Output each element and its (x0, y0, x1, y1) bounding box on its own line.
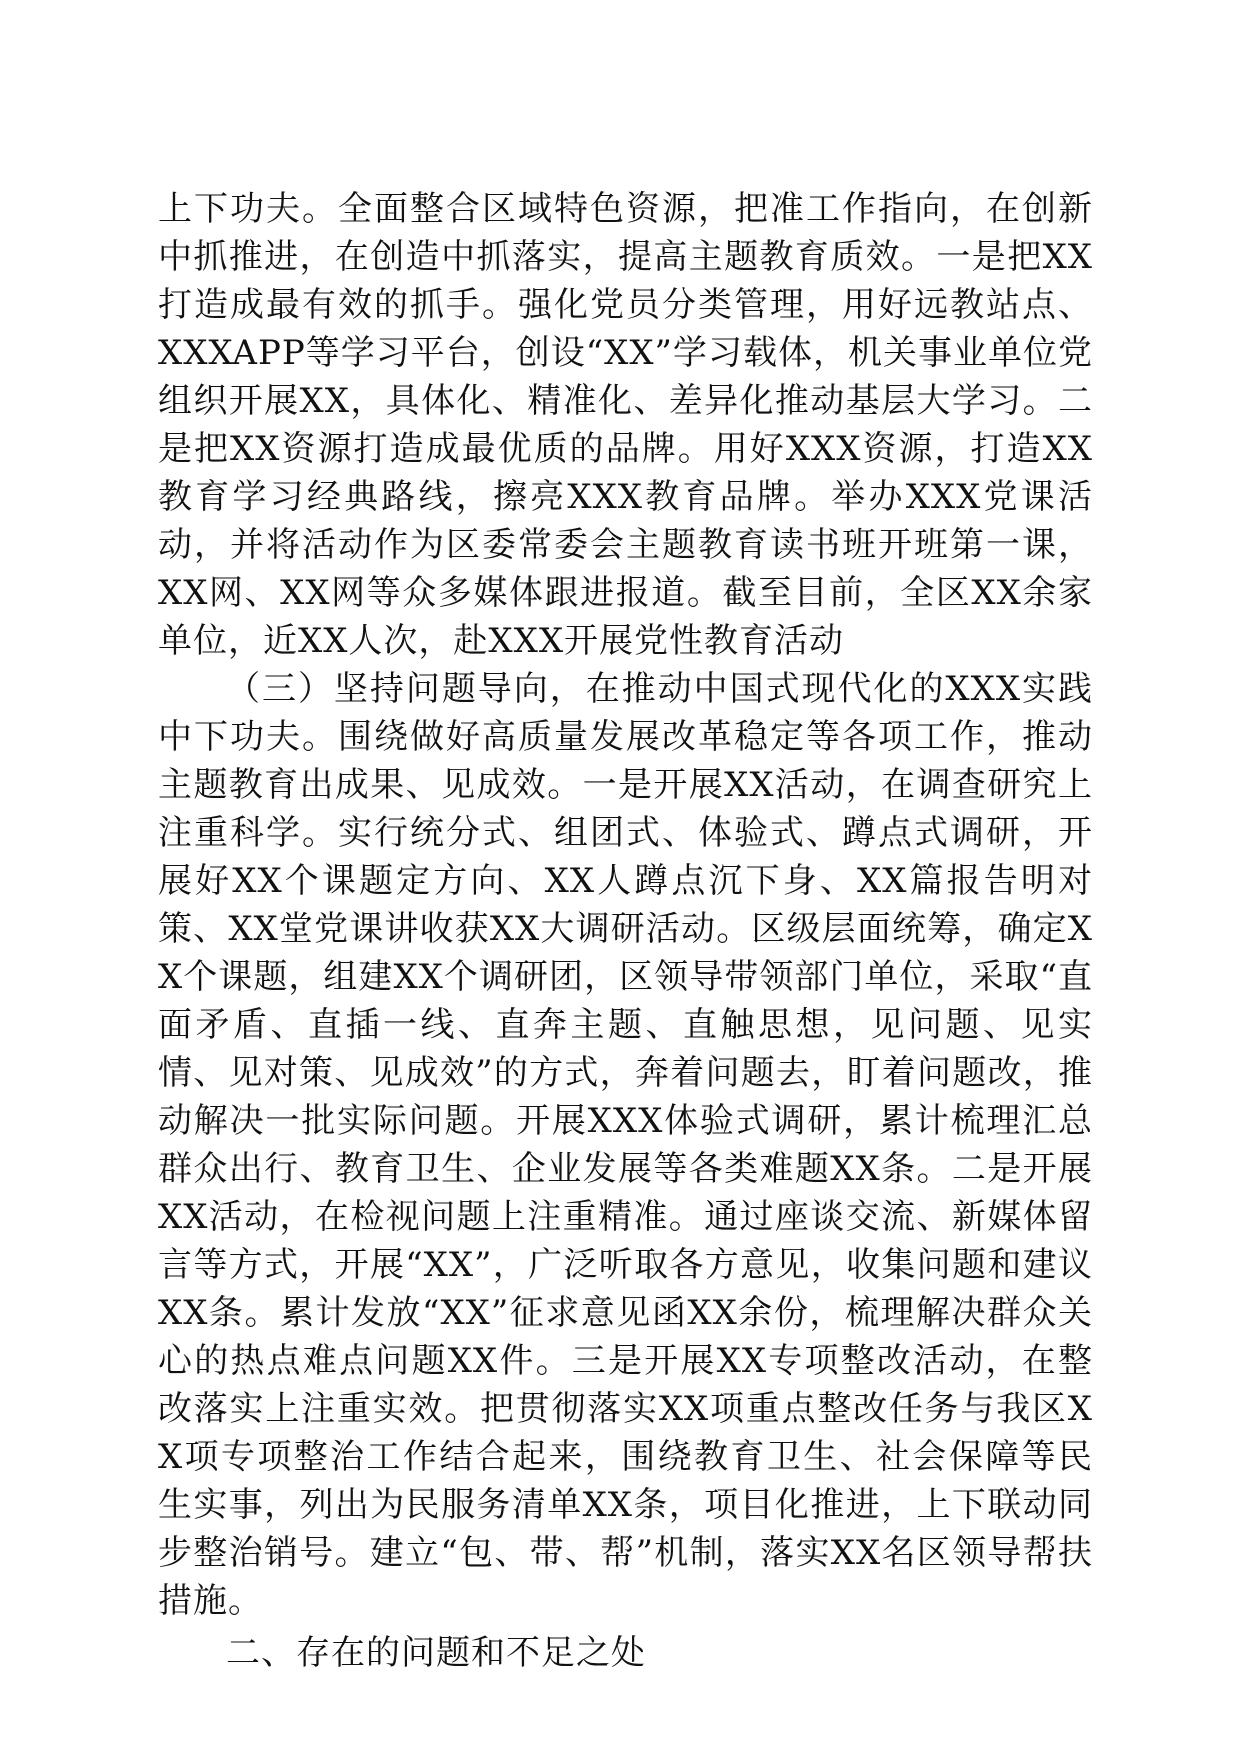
section-heading-problems: 二、存在的问题和不足之处 (226, 1633, 646, 1673)
document-body (158, 185, 1093, 1677)
paragraph-section-three: （三）坚持问题导向，在推动中国式现代化的XXX实践中下功夫。围绕做好高质量发展改革稳定等各项工作，推动主题教育出成果、见成效。一是开展XX活动，在调查研究上注重科学。实行统分式、组团式、体验式、蹲点式调研，开展好XX个课题定方向、XX人蹲点沉下身、XX篇报告明对策、XX堂党课讲收获XX大调研活动。区级层面统筹，确定XX个课题，组建XX个调研团，区领导带领部门单位，采取“直面矛盾、直插一线、直奔主题、直触思想，见问题、见实情、见对策、见成效”的方式，奔着问题去，盯着问题改，推动解决一批实际问题。开展XXX体验式调研，累计梳理汇总群众出行、教育卫生、企业发展等各类难题XX条。二是开展XX活动，在检视问题上注重精准。通过座谈交流、新媒体留言等方式，开展“XX”，广泛听取各方意见，收集问题和建议XX条。累计发放“XX”征求意见函XX余份，梳理解决群众关心的热点难点问题XX件。三是开展XX专项整改活动，在整改落实上注重实效。把贯彻落实XX项重点整改任务与我区XX项专项整治工作结合起来，围绕教育卫生、社会保障等民生实事，列出为民服务清单XX条，项目化推进，上下联动同步整治销号。建立“包、带、帮”机制，落实XX名区领导帮扶措施。 (158, 669, 1093, 1621)
paragraph-continuation: 上下功夫。全面整合区域特色资源，把准工作指向，在创新中抓推进，在创造中抓落实，提高主题教育质效。一是把XX打造成最有效的抓手。强化党员分类管理，用好远教站点、XXXAPP等学习平台，创设“XX”学习载体，机关事业单位党组织开展XX，具体化、精准化、差异化推动基层大学习。二是把XX资源打造成最优质的品牌。用好XXX资源，打造XX教育学习经典路线，擦亮XXX教育品牌。举办XXX党课活动，并将活动作为区委常委会主题教育读书班开班第一课，XX网、XX网等众多媒体跟进报道。截至目前，全区XX余家单位，近XX人次，赴XXX开展党性教育活动 (158, 189, 1093, 661)
